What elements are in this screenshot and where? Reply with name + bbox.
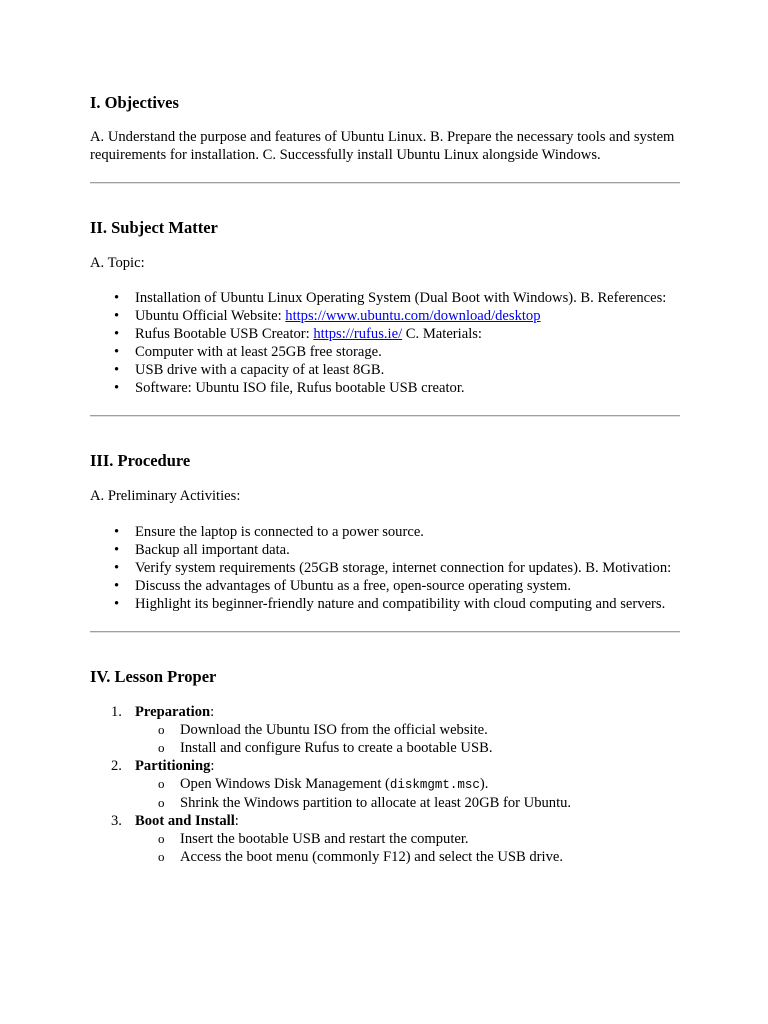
section-title-objectives: I. Objectives	[90, 93, 179, 112]
list-item: o Access the boot menu (commonly F12) and select the USB drive.	[180, 848, 680, 866]
list-item: o Download the Ubuntu ISO from the official website.	[180, 721, 680, 739]
list-item: • Ubuntu Official Website: https://www.ubuntu.com/download/desktop	[135, 307, 680, 325]
step-label: Boot and Install	[135, 813, 235, 829]
subject-matter-list	[90, 289, 680, 397]
procedure-list	[90, 523, 680, 613]
list-item: • USB drive with a capacity of at least 8GB.	[135, 361, 680, 379]
step-label: Preparation	[135, 704, 211, 720]
list-item: • Software: Ubuntu ISO file, Rufus bootable USB creator.	[135, 379, 680, 397]
rufus-website-link[interactable]: https://rufus.ie/	[313, 326, 403, 342]
section-divider	[90, 415, 680, 417]
section-title-lesson-proper: IV. Lesson Proper	[90, 667, 217, 686]
list-item: • Rufus Bootable USB Creator: https://rufus.ie/ C. Materials:	[135, 325, 680, 343]
list-item: • Computer with at least 25GB free storage.	[135, 343, 680, 361]
list-item: o Open Windows Disk Management (diskmgmt.msc).	[180, 775, 680, 794]
ubuntu-website-link[interactable]: https://www.ubuntu.com/download/desktop	[285, 308, 541, 324]
lesson-step-partitioning: 2. Partitioning: o Open Windows Disk Management (diskmgmt.msc). o Shrink the Windows partition to allocate at least 20GB for Ubuntu.	[135, 757, 680, 812]
section-divider	[90, 182, 680, 184]
step-sublist	[135, 775, 680, 812]
list-item: o Shrink the Windows partition to allocate at least 20GB for Ubuntu.	[180, 794, 680, 812]
section-title-procedure: III. Procedure	[90, 451, 191, 470]
lesson-step-boot-and-install: 3. Boot and Install: o Insert the bootable USB and restart the computer. o Access the boot menu (commonly F12) and select the USB drive.	[135, 812, 680, 866]
document-content	[90, 92, 680, 866]
step-sublist	[135, 721, 680, 757]
objectives-text: A. Understand the purpose and features of Ubuntu Linux. B. Prepare the necessary tools and system requirements for installation. C. Successfully install Ubuntu Linux alongside Windows.	[90, 129, 675, 163]
list-item: o Install and configure Rufus to create a bootable USB.	[180, 739, 680, 757]
list-item: • Ensure the laptop is connected to a power source.	[135, 523, 680, 541]
list-item: • Verify system requirements (25GB storage, internet connection for updates). B. Motivation:	[135, 559, 680, 577]
list-item: • Discuss the advantages of Ubuntu as a free, open-source operating system.	[135, 577, 680, 595]
step-number: 2.	[111, 758, 122, 774]
lesson-steps-list	[90, 703, 680, 866]
lesson-step-preparation: 1. Preparation: o Download the Ubuntu ISO from the official website. o Install and configure Rufus to create a bootable USB.	[135, 703, 680, 757]
list-item: • Backup all important data.	[135, 541, 680, 559]
preliminary-activities-label: A. Preliminary Activities:	[90, 488, 241, 504]
list-item: o Insert the bootable USB and restart the computer.	[180, 830, 680, 848]
section-divider	[90, 631, 680, 633]
step-number: 1.	[111, 704, 122, 720]
step-number: 3.	[111, 813, 122, 829]
step-label: Partitioning	[135, 758, 211, 774]
list-item: • Installation of Ubuntu Linux Operating System (Dual Boot with Windows). B. References:	[135, 289, 680, 307]
list-item: • Highlight its beginner-friendly nature and compatibility with cloud computing and servers.	[135, 595, 680, 613]
topic-label: A. Topic:	[90, 255, 145, 271]
step-sublist	[135, 830, 680, 866]
section-title-subject-matter: II. Subject Matter	[90, 218, 218, 237]
inline-code: diskmgmt.msc	[389, 778, 480, 792]
